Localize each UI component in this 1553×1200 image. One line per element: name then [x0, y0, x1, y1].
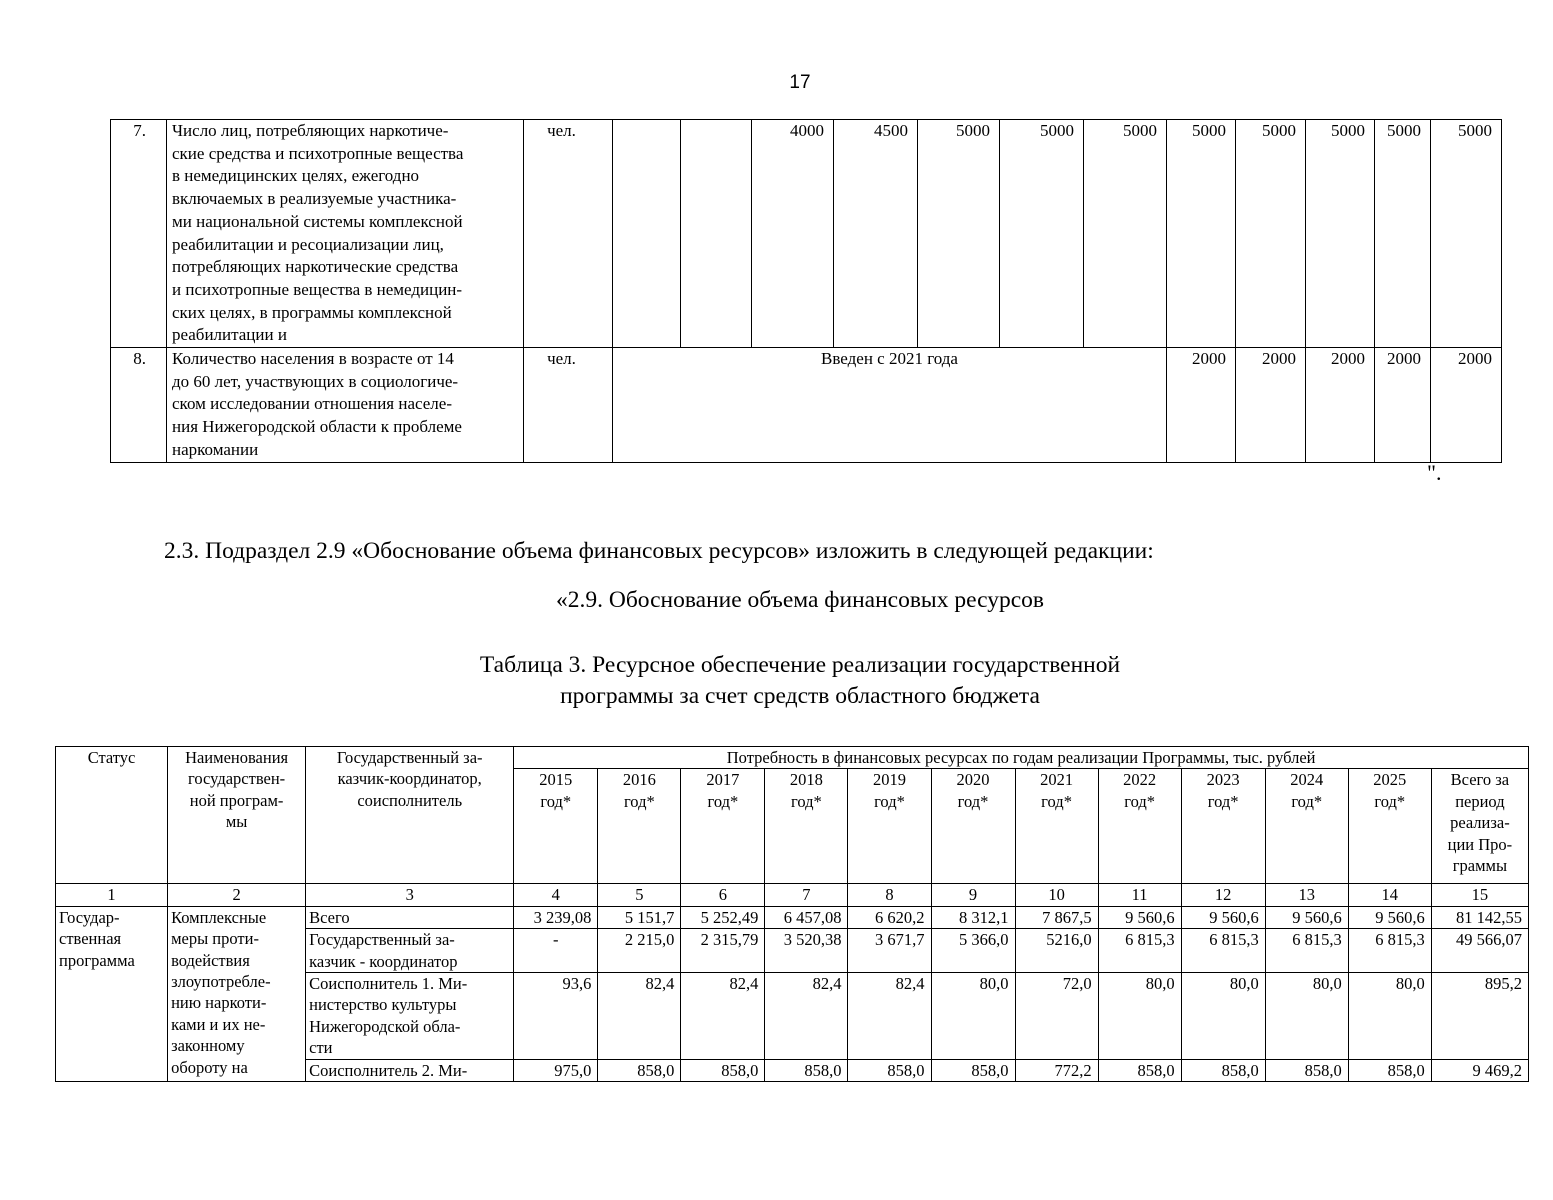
finance-value: 858,0	[848, 1059, 931, 1081]
indicator-value: 5000	[1000, 120, 1084, 348]
indicator-row	[111, 348, 1502, 463]
header-line: ной програм-	[189, 790, 284, 810]
header-year	[1348, 769, 1431, 884]
header-line: реализа-	[1450, 813, 1510, 833]
finance-value: 3 671,7	[848, 929, 931, 973]
closing-quote: ".	[1427, 460, 1442, 485]
executor-line: сти	[309, 1038, 333, 1058]
program-line: нию наркоти-	[171, 993, 267, 1013]
finance-value: 6 815,3	[1181, 929, 1265, 973]
description-line: ми национальной системы комплексной	[172, 211, 463, 231]
description-line: ния Нижегородской области к проблеме	[172, 417, 462, 437]
finance-value: 80,0	[1265, 973, 1348, 1060]
header-line: казчик-координатор,	[337, 769, 482, 789]
finance-value: 2 315,79	[681, 929, 765, 973]
indicator-value: 2000	[1236, 348, 1306, 463]
executor-cell	[306, 1059, 514, 1081]
finance-value: 858,0	[1348, 1059, 1431, 1081]
description-line: реабилитации и ресоциализации лиц,	[172, 234, 444, 254]
year-suffix: год*	[1291, 791, 1323, 811]
header-line: Государственный за-	[336, 748, 483, 767]
finance-value: 3 520,38	[765, 929, 848, 973]
indicator-number: 8.	[111, 348, 167, 463]
year-suffix: год*	[791, 791, 822, 811]
program-line: ками и их не-	[171, 1014, 266, 1034]
year-suffix: год*	[623, 791, 655, 811]
finance-value: 9 560,6	[1181, 906, 1265, 928]
header-line: ции Про-	[1447, 834, 1513, 854]
finance-value: 858,0	[598, 1059, 681, 1081]
header-year	[1098, 769, 1181, 884]
finance-value: 858,0	[765, 1059, 848, 1081]
program-line: законному	[171, 1036, 245, 1056]
finance-value: 49 566,07	[1431, 929, 1528, 973]
finance-row	[56, 906, 1529, 928]
indicator-number: 7.	[111, 120, 167, 348]
table-caption-line-1: Таблица 3. Ресурсное обеспечение реализации государственной	[479, 652, 1121, 678]
section-heading: «2.9. Обоснование объема финансовых ресурсов	[555, 587, 1045, 613]
year-suffix: год*	[1207, 791, 1239, 811]
finance-value: 6 457,08	[765, 906, 848, 928]
executor-line: Нижегородской обла-	[309, 1016, 461, 1036]
page-number: 17	[789, 72, 811, 93]
finance-value: 6 620,2	[848, 906, 931, 928]
description-line: реабилитации и	[172, 325, 287, 345]
year-number: 2017	[706, 770, 740, 790]
indicator-value: 5000	[1084, 120, 1167, 348]
executor-cell	[306, 906, 514, 928]
year-suffix: год*	[957, 791, 989, 811]
finance-value: 80,0	[931, 973, 1015, 1060]
header-line: Всего за	[1450, 770, 1510, 790]
header-year	[1265, 769, 1348, 884]
finance-value: 858,0	[1265, 1059, 1348, 1081]
header-line: государствен-	[188, 769, 286, 789]
header-year	[765, 769, 848, 884]
indicator-unit: чел.	[524, 348, 613, 463]
finance-value: 80,0	[1181, 973, 1265, 1060]
column-number: 14	[1348, 884, 1431, 906]
column-number: 4	[514, 884, 598, 906]
finance-value: 9 469,2	[1431, 1059, 1528, 1081]
finance-value: 82,4	[598, 973, 681, 1060]
column-number: 10	[1015, 884, 1098, 906]
introduced-note: Введен с 2021 года	[613, 348, 1167, 463]
indicator-value: 5000	[1236, 120, 1306, 348]
indicators-table	[110, 119, 1502, 463]
status-line: программа	[59, 950, 135, 970]
description-line: потребляющих наркотические средства	[172, 257, 459, 277]
resources-table	[55, 746, 1529, 1082]
column-number: 6	[681, 884, 765, 906]
header-year	[598, 769, 681, 884]
header-year	[514, 769, 598, 884]
indicator-value: 5000	[918, 120, 1000, 348]
finance-value: 858,0	[931, 1059, 1015, 1081]
indicator-value: 2000	[1306, 348, 1375, 463]
header-line: Наименования	[185, 748, 289, 767]
table-caption	[0, 650, 1553, 712]
column-number: 3	[306, 884, 514, 906]
year-suffix: год*	[874, 791, 905, 811]
finance-value: 81 142,55	[1431, 906, 1528, 928]
finance-value: 9 560,6	[1265, 906, 1348, 928]
year-suffix: год*	[540, 791, 572, 811]
indicator-row	[111, 120, 1502, 348]
indicator-value: 2000	[1431, 348, 1502, 463]
finance-value: 8 312,1	[931, 906, 1015, 928]
description-line: ских целях, в программы комплексной	[172, 302, 452, 322]
finance-value: 5 151,7	[598, 906, 681, 928]
header-line: период	[1455, 791, 1505, 811]
amendment-heading: 2.3. Подраздел 2.9 «Обоснование объема финансовых ресурсов» изложить в следующей редакции:	[164, 538, 1154, 564]
executor-cell	[306, 973, 514, 1060]
description-line: ском исследовании отношения населе-	[172, 394, 452, 414]
header-total	[1431, 769, 1528, 884]
executor-line: Соисполнитель 1. Ми-	[309, 974, 468, 994]
program-line: Комплексные	[171, 907, 267, 927]
header-row	[56, 747, 1529, 769]
finance-value: -	[514, 929, 598, 973]
finance-value: 6 815,3	[1265, 929, 1348, 973]
header-year	[1015, 769, 1098, 884]
column-number: 1	[56, 884, 168, 906]
indicator-value: 2000	[1167, 348, 1236, 463]
table-caption-line-2: программы за счет средств областного бюджета	[560, 683, 1040, 709]
header-status: Статус	[56, 747, 168, 884]
year-number: 2024	[1290, 770, 1324, 790]
column-number: 7	[765, 884, 848, 906]
finance-value: 82,4	[765, 973, 848, 1060]
column-number: 12	[1181, 884, 1265, 906]
description-line: Количество населения в возрасте от 14	[172, 349, 454, 369]
year-number: 2018	[789, 770, 823, 790]
executor-line: нистерство культуры	[309, 995, 457, 1015]
finance-value: 3 239,08	[514, 906, 598, 928]
indicator-value: 2000	[1375, 348, 1431, 463]
finance-value: 80,0	[1098, 973, 1181, 1060]
finance-value: 9 560,6	[1348, 906, 1431, 928]
indicator-value	[681, 120, 752, 348]
indicator-value: 4000	[752, 120, 834, 348]
description-line: и психотропные вещества в немедицин-	[172, 279, 463, 299]
year-number: 2015	[539, 770, 573, 790]
column-number: 9	[931, 884, 1015, 906]
year-suffix: год*	[707, 791, 739, 811]
finance-value: 858,0	[1181, 1059, 1265, 1081]
finance-value: 82,4	[848, 973, 931, 1060]
indicator-value: 5000	[1375, 120, 1431, 348]
finance-value: 858,0	[681, 1059, 765, 1081]
indicator-value: 5000	[1306, 120, 1375, 348]
column-number: 11	[1098, 884, 1181, 906]
year-number: 2021	[1040, 770, 1074, 790]
column-number: 15	[1431, 884, 1528, 906]
header-year	[1181, 769, 1265, 884]
finance-value: 9 560,6	[1098, 906, 1181, 928]
header-year	[681, 769, 765, 884]
column-number-row	[56, 884, 1529, 906]
header-line: соисполнитель	[357, 790, 463, 810]
header-program-name	[168, 747, 306, 884]
year-number: 2016	[622, 770, 656, 790]
executor-line: Государственный за-	[309, 930, 455, 950]
indicator-description	[167, 120, 524, 348]
program-line: водействия	[171, 950, 250, 970]
header-year	[931, 769, 1015, 884]
finance-value: 6 815,3	[1348, 929, 1431, 973]
description-line: до 60 лет, участвующих в социологиче-	[172, 371, 459, 391]
finance-value: 2 215,0	[598, 929, 681, 973]
header-line: мы	[225, 812, 248, 832]
indicator-description	[167, 348, 524, 463]
finance-value: 5 366,0	[931, 929, 1015, 973]
program-line: обороту на	[171, 1057, 248, 1077]
executor-cell	[306, 929, 514, 973]
indicator-value: 5000	[1431, 120, 1502, 348]
year-suffix: год*	[1124, 791, 1155, 811]
finance-value: 5 252,49	[681, 906, 765, 928]
column-number: 13	[1265, 884, 1348, 906]
indicator-value	[613, 120, 681, 348]
description-line: в немедицинских целях, ежегодно	[172, 166, 420, 186]
year-number: 2025	[1373, 770, 1407, 790]
status-line: ственная	[59, 929, 122, 949]
header-need: Потребность в финансовых ресурсах по годам реализации Программы, тыс. рублей	[514, 747, 1529, 769]
year-suffix: год*	[1374, 791, 1406, 811]
header-line: граммы	[1452, 856, 1508, 876]
year-number: 2023	[1206, 770, 1240, 790]
year-number: 2022	[1123, 770, 1157, 790]
status-line: Государ-	[59, 907, 120, 927]
year-suffix: год*	[1041, 791, 1072, 811]
column-number: 2	[168, 884, 306, 906]
finance-value: 895,2	[1431, 973, 1528, 1060]
description-line: ские средства и психотропные вещества	[172, 143, 464, 163]
year-number: 2019	[872, 770, 906, 790]
finance-value: 72,0	[1015, 973, 1098, 1060]
header-customer	[306, 747, 514, 884]
executor-line: казчик - координатор	[309, 951, 458, 971]
description-line: Число лиц, потребляющих наркотиче-	[172, 121, 449, 140]
indicator-unit: чел.	[524, 120, 613, 348]
finance-value: 858,0	[1098, 1059, 1181, 1081]
finance-value: 93,6	[514, 973, 598, 1060]
indicator-value: 4500	[834, 120, 918, 348]
column-number: 5	[598, 884, 681, 906]
column-number: 8	[848, 884, 931, 906]
finance-value: 5216,0	[1015, 929, 1098, 973]
finance-value: 772,2	[1015, 1059, 1098, 1081]
finance-value: 975,0	[514, 1059, 598, 1081]
status-cell	[56, 906, 168, 1081]
finance-value: 82,4	[681, 973, 765, 1060]
program-line: меры проти-	[171, 929, 259, 949]
executor-line: Соисполнитель 2. Ми-	[309, 1060, 468, 1080]
description-line: наркомании	[172, 439, 259, 459]
finance-value: 7 867,5	[1015, 906, 1098, 928]
program-name-cell	[168, 906, 306, 1081]
description-line: включаемых в реализуемые участника-	[172, 189, 457, 209]
header-year	[848, 769, 931, 884]
finance-value: 80,0	[1348, 973, 1431, 1060]
executor-line: Всего	[309, 907, 350, 927]
year-number: 2020	[956, 770, 990, 790]
finance-value: 6 815,3	[1098, 929, 1181, 973]
indicator-value: 5000	[1167, 120, 1236, 348]
program-line: злоупотребле-	[171, 972, 271, 992]
